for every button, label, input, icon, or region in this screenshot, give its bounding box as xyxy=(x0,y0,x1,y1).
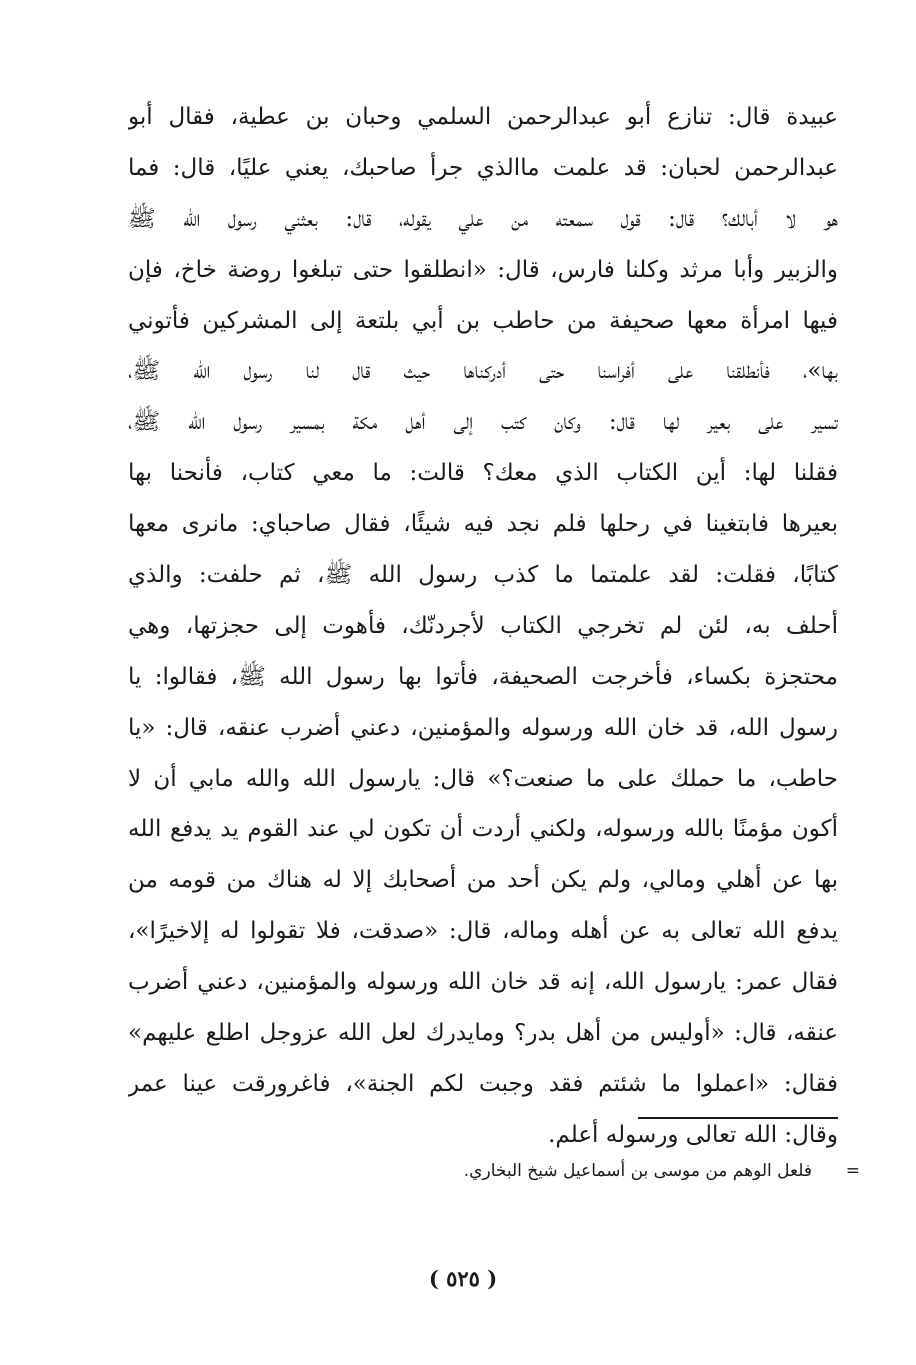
footnote-continuation-marker: = xyxy=(845,1161,860,1181)
main-text-block xyxy=(128,92,838,1161)
text-line: فيها امرأة معها صحيفة من حاطب بن أبي بلتعة إلى المشركين فأتوني xyxy=(128,307,838,334)
footnote-text: فلعل الوهم من موسى بن أسماعيل شيخ البخاري. xyxy=(463,1161,812,1181)
text-line: عنقه، قال: «أوليس من أهل بدر؟ ومايدرك لعل الله عزوجل اطلع عليهم» xyxy=(128,1020,838,1047)
text-line: هو لا أبالك؟ قال: قول سمعته من علي يقوله، قال: بعثني رسول الله ﷺ xyxy=(128,205,838,232)
text-line: فقال: «اعملوا ما شئتم فقد وجبت لكم الجنة»، فاغرورقت عينا عمر xyxy=(128,1070,838,1097)
footnote-separator xyxy=(638,1117,838,1119)
text-line: أكون مؤمنًا بالله ورسوله، ولكني أردت أن تكون لي عند القوم يد يدفع الله xyxy=(128,816,838,843)
text-line: والزبير وأبا مرثد وكلنا فارس، قال: «انطلقوا حتى تبلغوا روضة خاخ، فإن xyxy=(128,256,838,283)
text-line: بها»، فأنطلقنا على أفراسنا حتى أدركناها حيث قال لنا رسول الله ﷺ، xyxy=(128,358,838,385)
text-line: فقال عمر: يارسول الله، إنه قد خان الله ورسوله والمؤمنين، دعني أضرب xyxy=(128,969,838,996)
text-line: وقال: الله تعالى ورسوله أعلم. xyxy=(548,1121,838,1148)
text-line: عبيدة قال: تنازع أبو عبدالرحمن السلمي وحبان بن عطية، فقال أبو xyxy=(128,104,838,130)
text-line: بها عن أهلي ومالي، ولم يكن أحد من أصحابك إلا له هناك من قومه من xyxy=(128,867,838,894)
text-line: فقلنا لها: أين الكتاب الذي معك؟ قالت: ما معي كتاب، فأنحنا بها xyxy=(128,460,838,487)
text-line: أحلف به، لئن لم تخرجي الكتاب لأجردنّك، فأهوت إلى حجزتها، وهي xyxy=(128,612,838,639)
text-line: محتجزة بكساء، فأخرجت الصحيفة، فأتوا بها رسول الله ﷺ، فقالوا: يا xyxy=(128,663,838,690)
page-number: ( ٥٢٥ ) xyxy=(428,1266,498,1291)
text-line: رسول الله، قد خان الله ورسوله والمؤمنين، دعني أضرب عنقه، قال: «يا xyxy=(128,714,838,741)
text-line: يدفع الله تعالى به عن أهله وماله، قال: «صدقت، فلا تقولوا له إلاخيرًا»، xyxy=(128,918,838,945)
text-line: حاطب، ما حملك على ما صنعت؟» قال: يارسول الله والله مابي أن لا xyxy=(128,765,838,792)
text-line: تسير على بعير لها قال: وكان كتب إلى أهل مكة بمسير رسول الله ﷺ، xyxy=(128,409,838,436)
text-line: بعيرها فابتغينا في رحلها فلم نجد فيه شيئًا، فقال صاحباي: مانرى معها xyxy=(128,511,838,538)
text-line: كتابًا، فقلت: لقد علمتما ما كذب رسول الله ﷺ، ثم حلفت: والذي xyxy=(128,562,838,589)
text-line: عبدالرحمن لحبان: قد علمت ماالذي جرأ صاحبك، يعني عليًا، قال: فما xyxy=(128,154,838,181)
